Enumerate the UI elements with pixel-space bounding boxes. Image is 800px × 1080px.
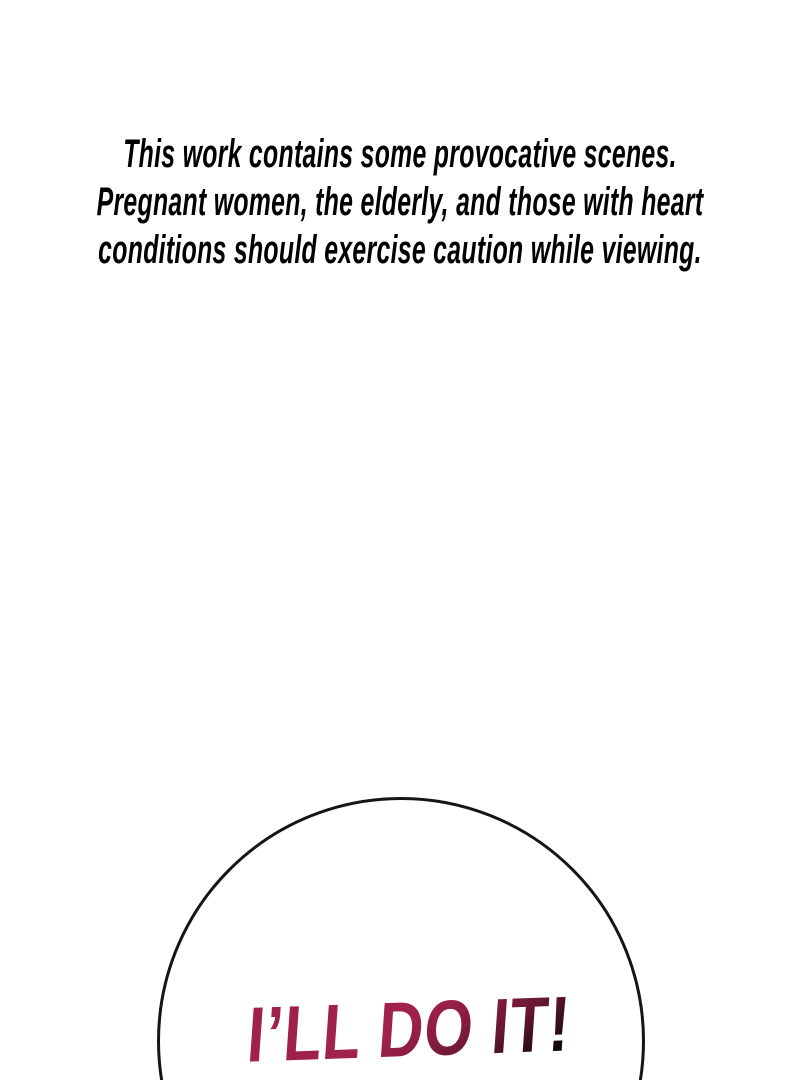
speech-bubble-text: I’LL DO IT! bbox=[244, 979, 574, 1079]
content-warning-text bbox=[0, 130, 800, 274]
speech-bubble bbox=[157, 797, 645, 1080]
warning-line-1: This work contains some provocative scenes. bbox=[123, 132, 677, 176]
warning-line-3: conditions should exercise caution while viewing. bbox=[98, 228, 702, 272]
warning-line-2: Pregnant women, the elderly, and those with heart bbox=[96, 180, 704, 224]
